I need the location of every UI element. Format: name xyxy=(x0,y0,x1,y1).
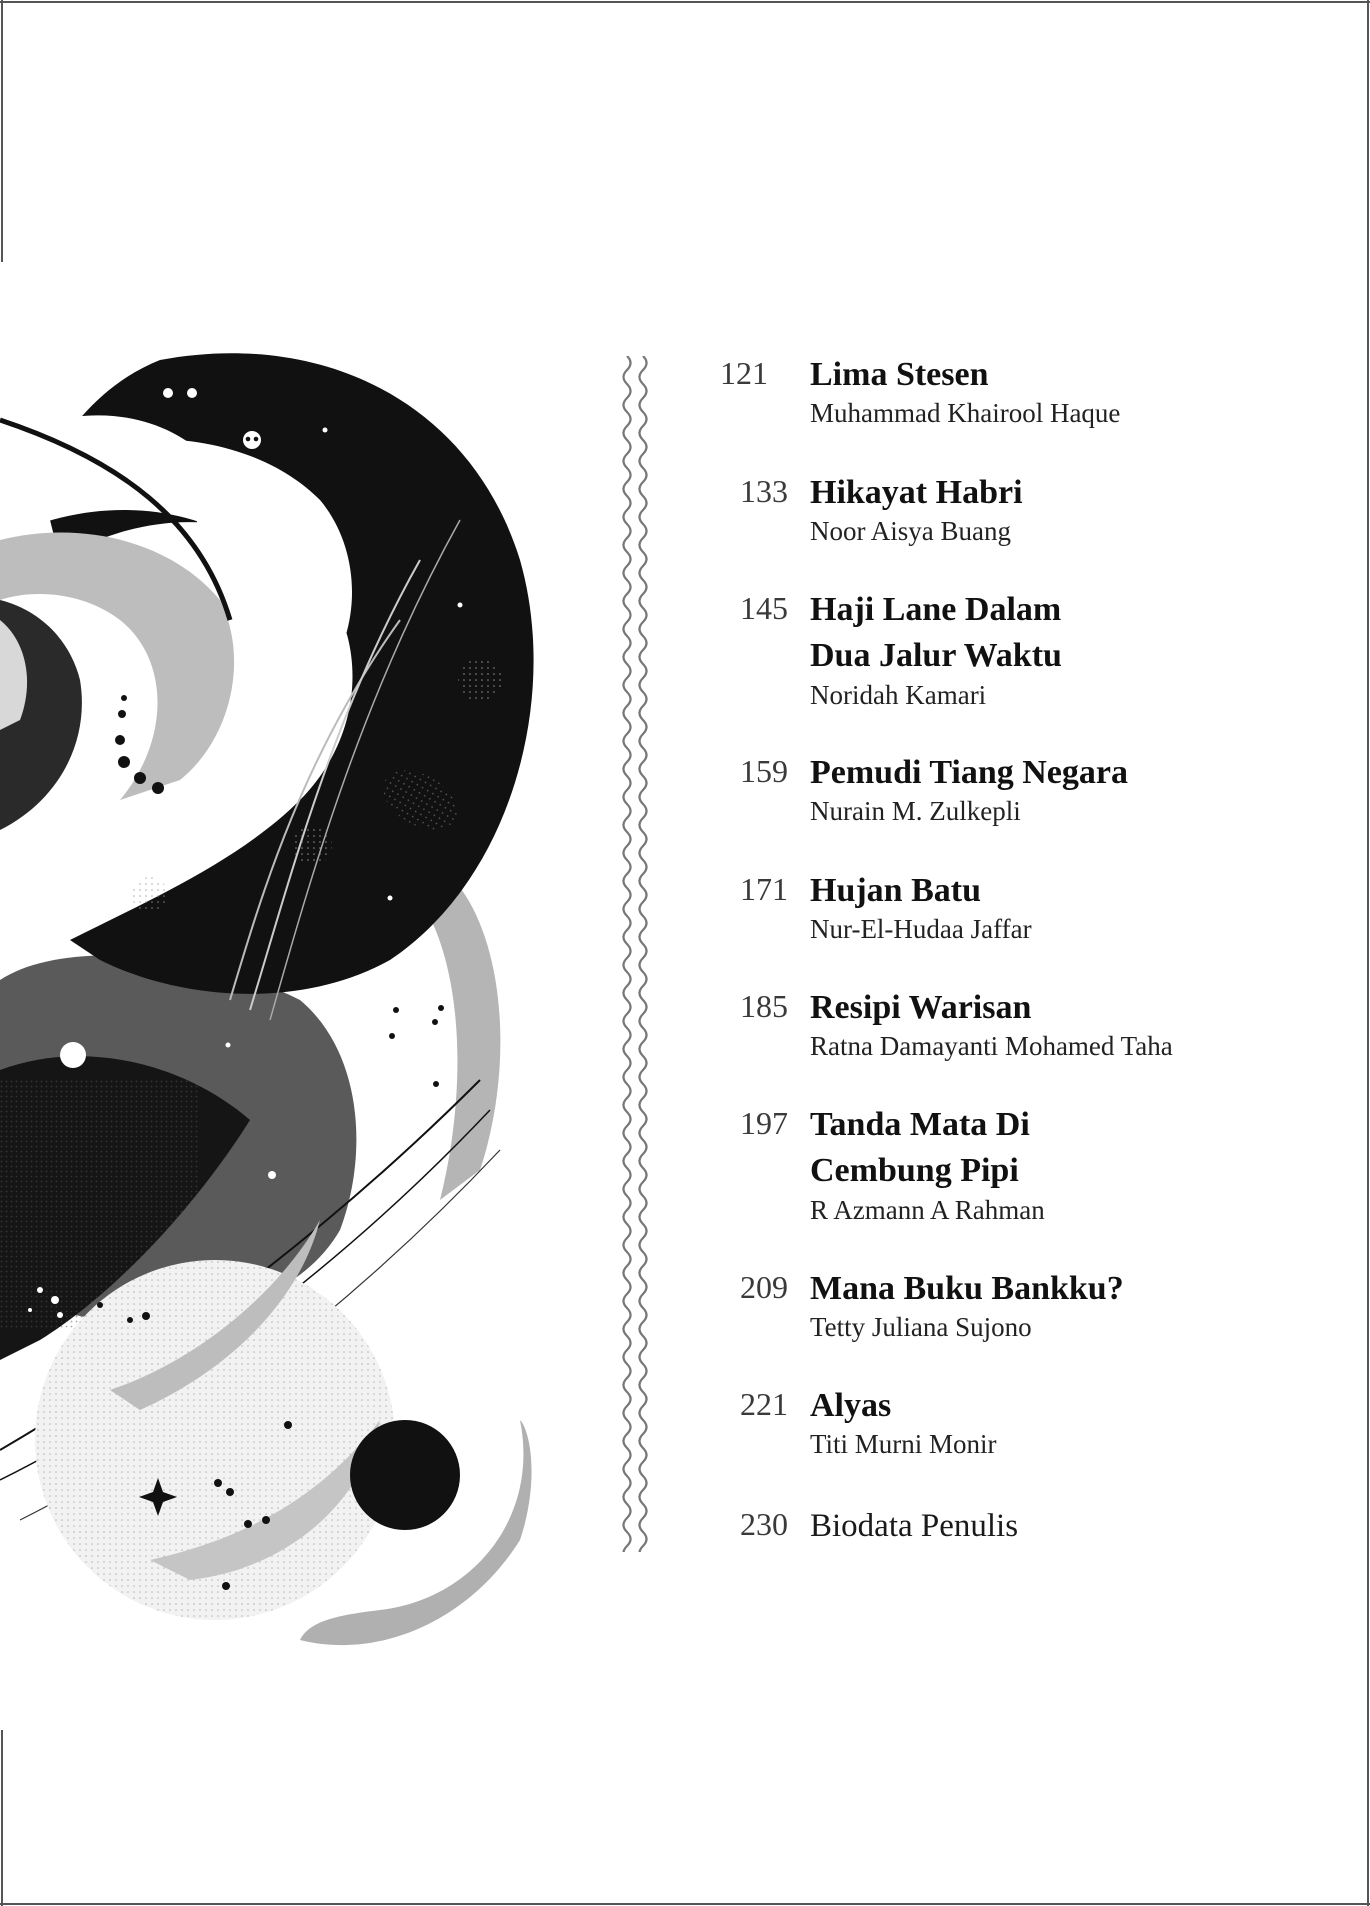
author-name: Noor Aisya Buang xyxy=(810,516,1011,546)
story-title: Hikayat Habri xyxy=(810,474,1023,511)
cosmic-illustration xyxy=(0,330,560,1720)
story-title: Resipi Warisan xyxy=(810,989,1032,1026)
author-name: Muhammad Khairool Haque xyxy=(810,398,1121,428)
story-title: Haji Lane Dalam Dua Jalur Waktu xyxy=(810,591,1062,674)
story-title: Tanda Mata Di Cembung Pipi xyxy=(810,1106,1030,1189)
author-name: Nur-El-Hudaa Jaffar xyxy=(810,914,1032,944)
story-title: Biodata Penulis xyxy=(810,1508,1019,1544)
author-name: Ratna Damayanti Mohamed Taha xyxy=(810,1031,1173,1061)
author-name: Noridah Kamari xyxy=(810,680,987,710)
story-title: Alyas xyxy=(810,1387,892,1424)
story-title: Hujan Batu xyxy=(810,872,981,909)
skull-icon xyxy=(243,431,261,449)
story-title: Pemudi Tiang Negara xyxy=(810,754,1128,791)
page-number: 171 xyxy=(740,871,788,907)
page-number: 133 xyxy=(740,473,788,509)
page-number: 197 xyxy=(740,1105,788,1141)
page-number: 121 xyxy=(720,355,768,391)
story-title: Mana Buku Bankku? xyxy=(810,1270,1124,1307)
page-number: 145 xyxy=(740,590,788,626)
page-number: 185 xyxy=(740,988,788,1024)
wavy-divider xyxy=(618,356,652,1552)
author-name: Titi Murni Monir xyxy=(810,1429,997,1459)
page-number: 221 xyxy=(740,1386,788,1422)
author-name: Tetty Juliana Sujono xyxy=(810,1312,1032,1342)
author-name: Nurain M. Zulkepli xyxy=(810,796,1021,826)
page-number: 230 xyxy=(740,1506,788,1542)
black-moon xyxy=(350,1420,460,1530)
story-title: Lima Stesen xyxy=(810,356,989,393)
page-number: 209 xyxy=(740,1269,788,1305)
author-name: R Azmann A Rahman xyxy=(810,1195,1045,1225)
page-number: 159 xyxy=(740,753,788,789)
